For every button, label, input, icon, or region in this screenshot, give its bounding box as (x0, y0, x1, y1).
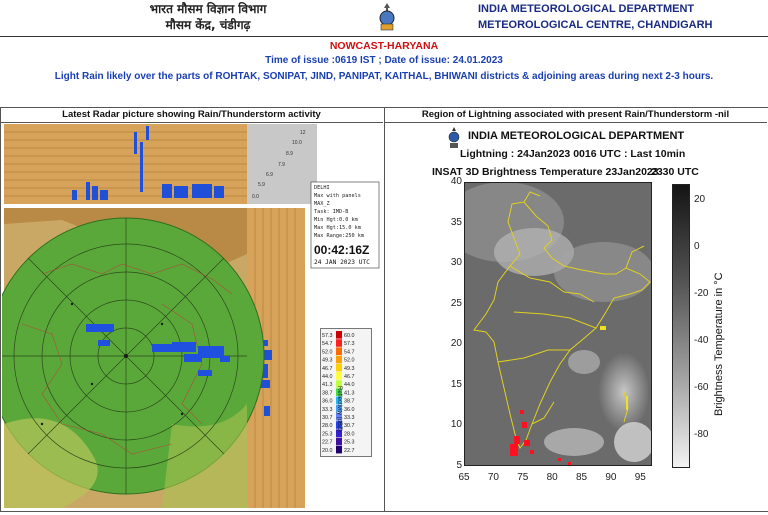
legend-right-value: 46.7 (344, 374, 355, 380)
legend-swatch (336, 339, 342, 347)
legend-right-value: 36.0 (344, 406, 355, 413)
header-hindi-line1: भारत मौसम विज्ञान विभाग (149, 2, 267, 16)
imd-emblem-icon (378, 2, 396, 32)
caption-divider-right (384, 122, 767, 123)
legend-swatch (336, 364, 342, 372)
sat-product-time: 2330 UTC (651, 166, 699, 178)
radar-info-1: Max with panels (314, 193, 361, 199)
header-english-line2: METEOROLOGICAL CENTRE, CHANDIGARH (478, 19, 713, 31)
latitude-tick: 20 (450, 338, 462, 350)
radar-info-4: Min Hgt:0.0 km (314, 217, 358, 223)
latitude-tick: 15 (450, 378, 462, 390)
legend-right-value: 38.7 (344, 398, 355, 405)
legend-left-value: 22.7 (322, 439, 333, 446)
legend-swatch (336, 331, 342, 339)
latitude-tick: 5 (456, 460, 462, 471)
legend-right-value: 60.0 (344, 333, 355, 339)
radar-legend-label: Reflectivity (dBZ) (336, 386, 342, 432)
legend-left-value: 46.7 (322, 365, 333, 372)
longitude-tick: 65 (458, 472, 470, 483)
legend-left-value: 52.0 (322, 349, 333, 356)
legend-left-value: 30.7 (322, 415, 333, 421)
height-tick-6: 0.0 (252, 194, 259, 200)
legend-left-value: 41.3 (322, 382, 333, 389)
temperature-colorbar (672, 184, 690, 468)
caption-divider-left (0, 122, 383, 123)
legend-left-value: 28.0 (322, 423, 333, 430)
legend-left-value: 20.0 (322, 447, 333, 454)
radar-caption: Latest Radar picture showing Rain/Thunderstorm activity (62, 109, 321, 120)
longitude-tick: 85 (575, 472, 588, 483)
legend-right-value: 52.0 (344, 357, 355, 364)
legend-left-value: 57.3 (322, 333, 333, 339)
legend-swatch (336, 372, 342, 380)
height-tick-3: 7.9 (278, 162, 285, 168)
legend-right-value: 22.7 (344, 447, 355, 454)
legend-swatch (336, 347, 342, 355)
legend-right-value: 44.0 (344, 382, 355, 389)
height-tick-4: 6.9 (266, 172, 273, 178)
height-tick-5: 5.9 (258, 182, 265, 188)
radar-info-5: Max Hgt:15.0 km (314, 225, 361, 231)
radar-info-6: Max Range:250 km (314, 233, 364, 239)
colorbar-label: Brightness Temperature in °C (713, 272, 725, 416)
nowcast-message: Light Rain likely over the parts of ROHTAK, SONIPAT, JIND, PANIPAT, KAITHAL, BHIWANI districts & adjoining areas during next 2-3 hours. (54, 71, 714, 82)
sat-product: INSAT 3D Brightness Temperature 23Jan2023 (432, 166, 659, 178)
legend-right-value: 30.7 (344, 423, 355, 430)
height-tick-1: 10.0 (292, 140, 302, 146)
legend-right-value: 33.3 (344, 415, 355, 421)
colorbar-tick: -20 (694, 287, 709, 299)
latitude-tick: 25 (450, 297, 462, 309)
longitude-tick: 75 (517, 472, 529, 483)
radar-date: 24 JAN 2023 UTC (314, 259, 370, 266)
colorbar-tick: 0 (694, 240, 700, 252)
imd-satellite-logo-icon (448, 126, 460, 150)
legend-right-value: 25.3 (344, 439, 355, 446)
legend-left-value: 44.0 (322, 374, 333, 380)
legend-left-value: 54.7 (322, 341, 333, 348)
legend-right-value: 28.0 (344, 431, 355, 438)
issue-time: Time of issue :0619 IST ; Date of issue: 24.01.2023 (265, 55, 503, 66)
header-english-line1: INDIA METEOROLOGICAL DEPARTMENT (478, 3, 695, 15)
satellite-map-frame (464, 182, 652, 466)
colorbar-tick: 20 (694, 193, 706, 205)
header-divider (0, 36, 768, 37)
nowcast-title: NOWCAST-HARYANA (329, 40, 439, 52)
legend-swatch (336, 446, 342, 454)
longitude-tick: 70 (487, 472, 499, 483)
legend-right-value: 41.3 (344, 390, 355, 397)
satellite-caption: Region of Lightning associated with present Rain/Thunderstorm -nil (421, 109, 730, 120)
legend-swatch (336, 356, 342, 364)
longitude-tick: 80 (546, 472, 558, 483)
legend-left-value: 33.3 (322, 406, 333, 413)
radar-time: 00:42:16Z (314, 243, 370, 257)
latitude-tick: 10 (450, 419, 462, 431)
longitude-tick: 90 (605, 472, 617, 483)
radar-info-2: MAX_Z (314, 201, 330, 207)
latitude-tick: 30 (450, 257, 462, 269)
legend-right-value: 54.7 (344, 349, 355, 356)
height-tick-2: 8.9 (286, 151, 293, 157)
legend-left-value: 38.7 (322, 390, 333, 397)
colorbar-tick: -60 (694, 381, 709, 393)
height-tick-0: 12 (300, 130, 306, 136)
header-hindi-line2: मौसम केंद्र, चंडीगढ़ (165, 18, 251, 32)
legend-right-value: 57.3 (344, 341, 355, 348)
imd-header (0, 0, 768, 36)
legend-right-value: 49.3 (344, 365, 355, 372)
colorbar-tick: -40 (694, 334, 709, 346)
radar-legend (320, 328, 372, 457)
legend-left-value: 49.3 (322, 357, 333, 364)
colorbar-tick: -80 (694, 428, 709, 440)
sat-lightning: Lightning : 24Jan2023 0016 UTC : Last 10min (460, 148, 686, 160)
radar-info-3: Task: IMD-B (314, 209, 349, 215)
latitude-tick: 35 (450, 216, 462, 228)
radar-info-0: DELHI (314, 185, 330, 191)
latitude-tick: 40 (450, 176, 462, 187)
legend-swatch (336, 438, 342, 446)
sat-org: INDIA METEOROLOGICAL DEPARTMENT (468, 130, 685, 142)
legend-left-value: 36.0 (322, 398, 333, 405)
legend-left-value: 25.3 (322, 431, 333, 438)
longitude-tick: 95 (634, 472, 646, 483)
